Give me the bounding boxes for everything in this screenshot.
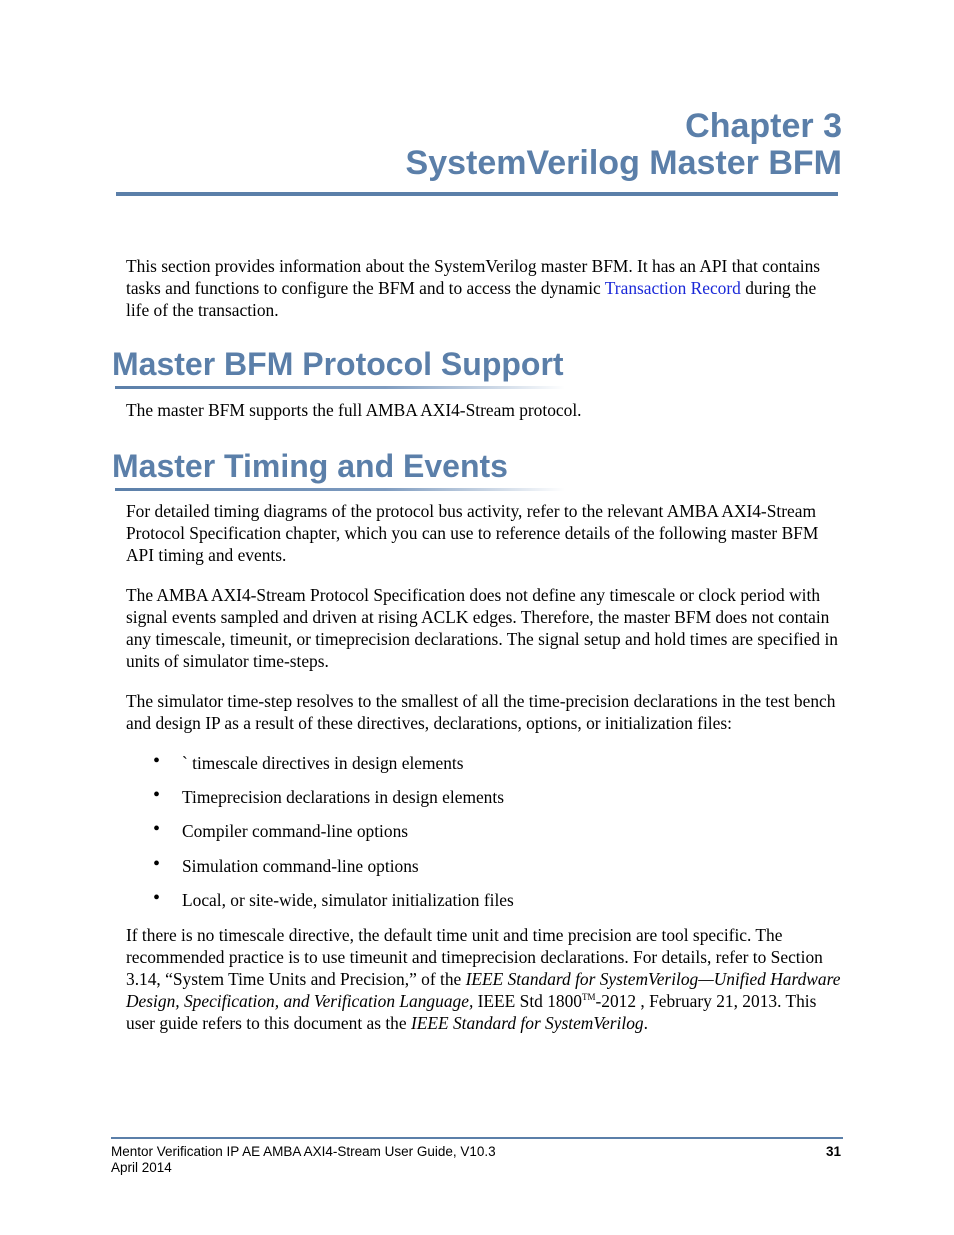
list-item: • Compiler command-line options: [153, 818, 409, 842]
timing-paragraph-2: The AMBA AXI4-Stream Protocol Specification does not define any timescale or clock period with signal events sampled and driven at rising ACLK edges. Therefore, the master BFM does not contain any timescale, timeunit, or timeprecision declarations. The signal setup and hold times are specified in units of simulator time-steps.: [126, 585, 839, 671]
ieee-standard-citation: IEEE Standard for SystemVerilog—Unified Hardware Design, Specification, and Verification Language,: [126, 969, 841, 1011]
section-divider: [115, 488, 565, 491]
footer-document-title: Mentor Verification IP AE AMBA AXI4-Stream User Guide, V10.3: [111, 1144, 496, 1159]
list-item: • Local, or site-wide, simulator initialization files: [153, 886, 514, 910]
bullet-icon: •: [153, 784, 161, 807]
list-item: • Simulation command-line options: [153, 852, 419, 876]
trademark: TM: [581, 992, 596, 1003]
timescale-paragraph: If there is no timescale directive, the default time unit and time precision are tool specific. The recommended practice is to use timeunit and timeprecision declarations. For details, refer to Section 3.14, “System Time Units and Precision,” of the IEEE Standard for SystemVerilog—Unified Hardware Design, Specification, and Verification Language, IEEE Std 1800™-2012 , February 21, 2013. This user guide refers to this document as the IEEE Standard for SystemVerilog.: [126, 925, 841, 1033]
bullet-icon: •: [153, 750, 161, 772]
timing-paragraph-3: The simulator time-step resolves to the smallest of all the time-precision declarations in the test bench and design IP as a result of these directives, declarations, options, or initialization files:: [126, 691, 836, 733]
section-heading-protocol-support: Master BFM Protocol Support: [112, 346, 564, 382]
section-heading-timing-events: Master Timing and Events: [112, 448, 508, 484]
directive-list: [126, 752, 842, 923]
chapter-label: Chapter 3: [685, 107, 842, 145]
transaction-record-link[interactable]: Transaction Record: [604, 278, 741, 298]
bullet-icon: •: [153, 818, 161, 841]
intro-paragraph: This section provides information about the SystemVerilog master BFM. It has an API that contains tasks and functions to configure the BFM and to access the dynamic Transaction Record during the life of the transaction.: [126, 256, 821, 320]
chapter-divider: [116, 192, 838, 196]
footer-divider: [111, 1137, 843, 1139]
section-divider: [115, 386, 565, 389]
chapter-title: SystemVerilog Master BFM: [405, 144, 842, 182]
protocol-support-paragraph: The master BFM supports the full AMBA AXI4-Stream protocol.: [126, 400, 582, 420]
bullet-icon: •: [153, 852, 161, 875]
page-number: 31: [825, 1144, 841, 1159]
footer-date: April 2014: [111, 1160, 172, 1175]
page-footer: [111, 1144, 843, 1176]
list-item: • Timeprecision declarations in design elements: [153, 784, 504, 808]
ieee-standard-short-name: IEEE Standard for SystemVerilog: [410, 1013, 644, 1033]
timing-paragraph-1: For detailed timing diagrams of the protocol bus activity, refer to the relevant AMBA AXI4-Stream Protocol Specification chapter, which you can use to reference details of the following master BFM API timing and events.: [126, 501, 819, 565]
chapter-heading: [406, 108, 842, 182]
bullet-icon: •: [153, 886, 161, 909]
list-item: • ` timescale directives in design elements: [153, 750, 464, 773]
